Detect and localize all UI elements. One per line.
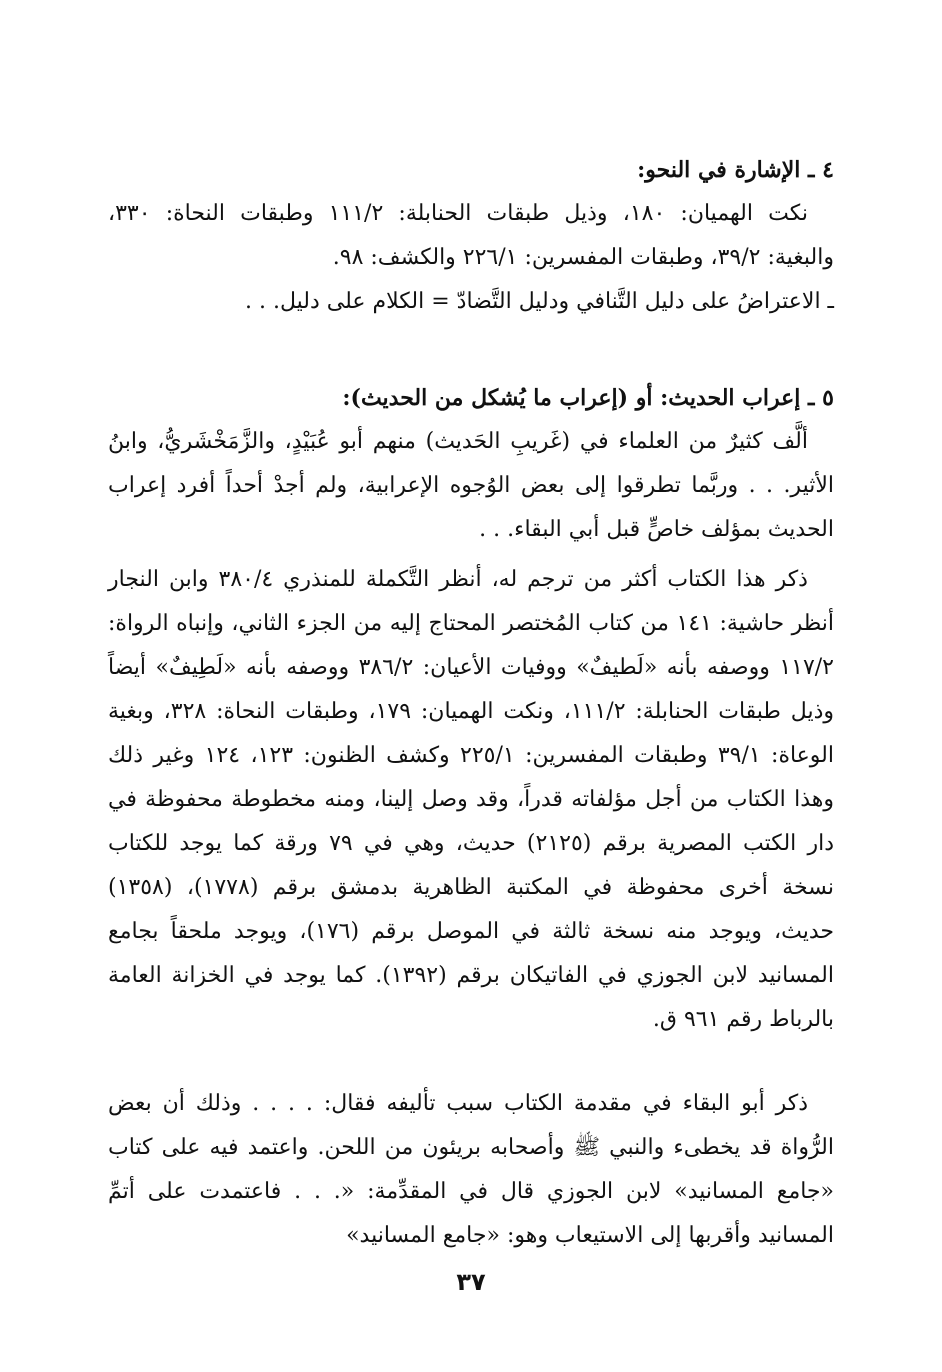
- section-4-grammar-reference: [108, 148, 834, 324]
- section-5-hadith-grammar: [108, 376, 834, 552]
- section-5-heading: ٥ ـ إعراب الحديث: أو (إعراب ما يُشكل من الحديث):: [342, 385, 834, 411]
- footnote-1-body: ذكر هذا الكتاب أكثر من ترجم له، أنظر التَّكملة للمنذري ٣٨٠/٤ وابن النجار أنظر حاشية: ١٤١ من كتاب المُختصر المحتاج إليه من الجزء الثاني، وإنباه الرواة: ١١٧/٢ ووصفه بأنه «لَطيفٌ» ووفيات الأعيان: ٣٨٦/٢ ووصفه بأنه «لَطِيفٌ» أيضاً وذيل طبقات الحنابلة: ١١١/٢، ونكت الهميان: ١٧٩، وطبقات النحاة: ٣٢٨، وبغية الوعاة: ٣٩/١ وطبقات المفسرين: ٢٢٥/١ وكشف الظنون: ١٢٣، ١٢٤ وغير ذلك وهذا الكتاب من أجل مؤلفاته قدراً، وقد وصل إلينا، ومنه مخطوطة محفوظة في دار الكتب المصرية برقم (٢١٢٥) حديث، وهي في ٧٩ ورقة كما يوجد للكتاب نسخة أخرى محفوظة في المكتبة الظاهرية بدمشق برقم (١٧٧٨)، (١٣٥٨) حديث، ويوجد منه نسخة ثالثة في الموصل برقم (١٧٦)، ويوجد ملحقاً بجامع المسانيد لابن الجوزي في الفاتيكان برقم (١٣٩٢). كما يوجد في الخزانة العامة بالرباط رقم ٩٦١ ق.: [108, 567, 835, 1032]
- section-4-body: نكت الهميان: ١٨٠، وذيل طبقات الحنابلة: ١١١/٢ وطبقات النحاة: ٣٣٠، والبغية: ٣٩/٢، وطبقات المفسرين: ٢٢٦/١ والكشف: ٩٨.: [108, 201, 834, 270]
- footnote-1: [108, 558, 834, 1042]
- footnote-2: [108, 1082, 834, 1258]
- section-5-body: ألَّف كثيرٌ من العلماء في (غَريبِ الحَديث) منهم أبو عُبَيْدٍ، والزَّمَخْشَريُّ، وابنُ الأثير. . . وربَّما تطرقوا إلى بعض الوُجوه الإعرابية، ولم أجدْ أحداً أفرد إعراب الحديث بمؤلف خاصٍّ قبل أبي البقاء. . .: [108, 429, 834, 542]
- footnote-2-body: ذكر أبو البقاء في مقدمة الكتاب سبب تأليفه فقال: . . . . وذلك أن بعض الرُّواة قد يخطىء والنبي ﷺ وأصحابه بريئون من اللحن. واعتمد فيه على كتاب «جامع المسانيد» لابن الجوزي قال في المقدِّمة: «. . . فاعتمدت على أتمِّ المسانيد وأقربها إلى الاستيعاب وهو: «جامع المسانيد»: [108, 1091, 834, 1248]
- section-4-note: ـ الاعتراضُ على دليل التَّنافي ودليل التَّضادّ = الكلام على دليل. . .: [245, 289, 834, 314]
- section-4-heading: ٤ ـ الإشارة في النحو:: [637, 157, 834, 183]
- page-number: ٣٧: [456, 1268, 486, 1296]
